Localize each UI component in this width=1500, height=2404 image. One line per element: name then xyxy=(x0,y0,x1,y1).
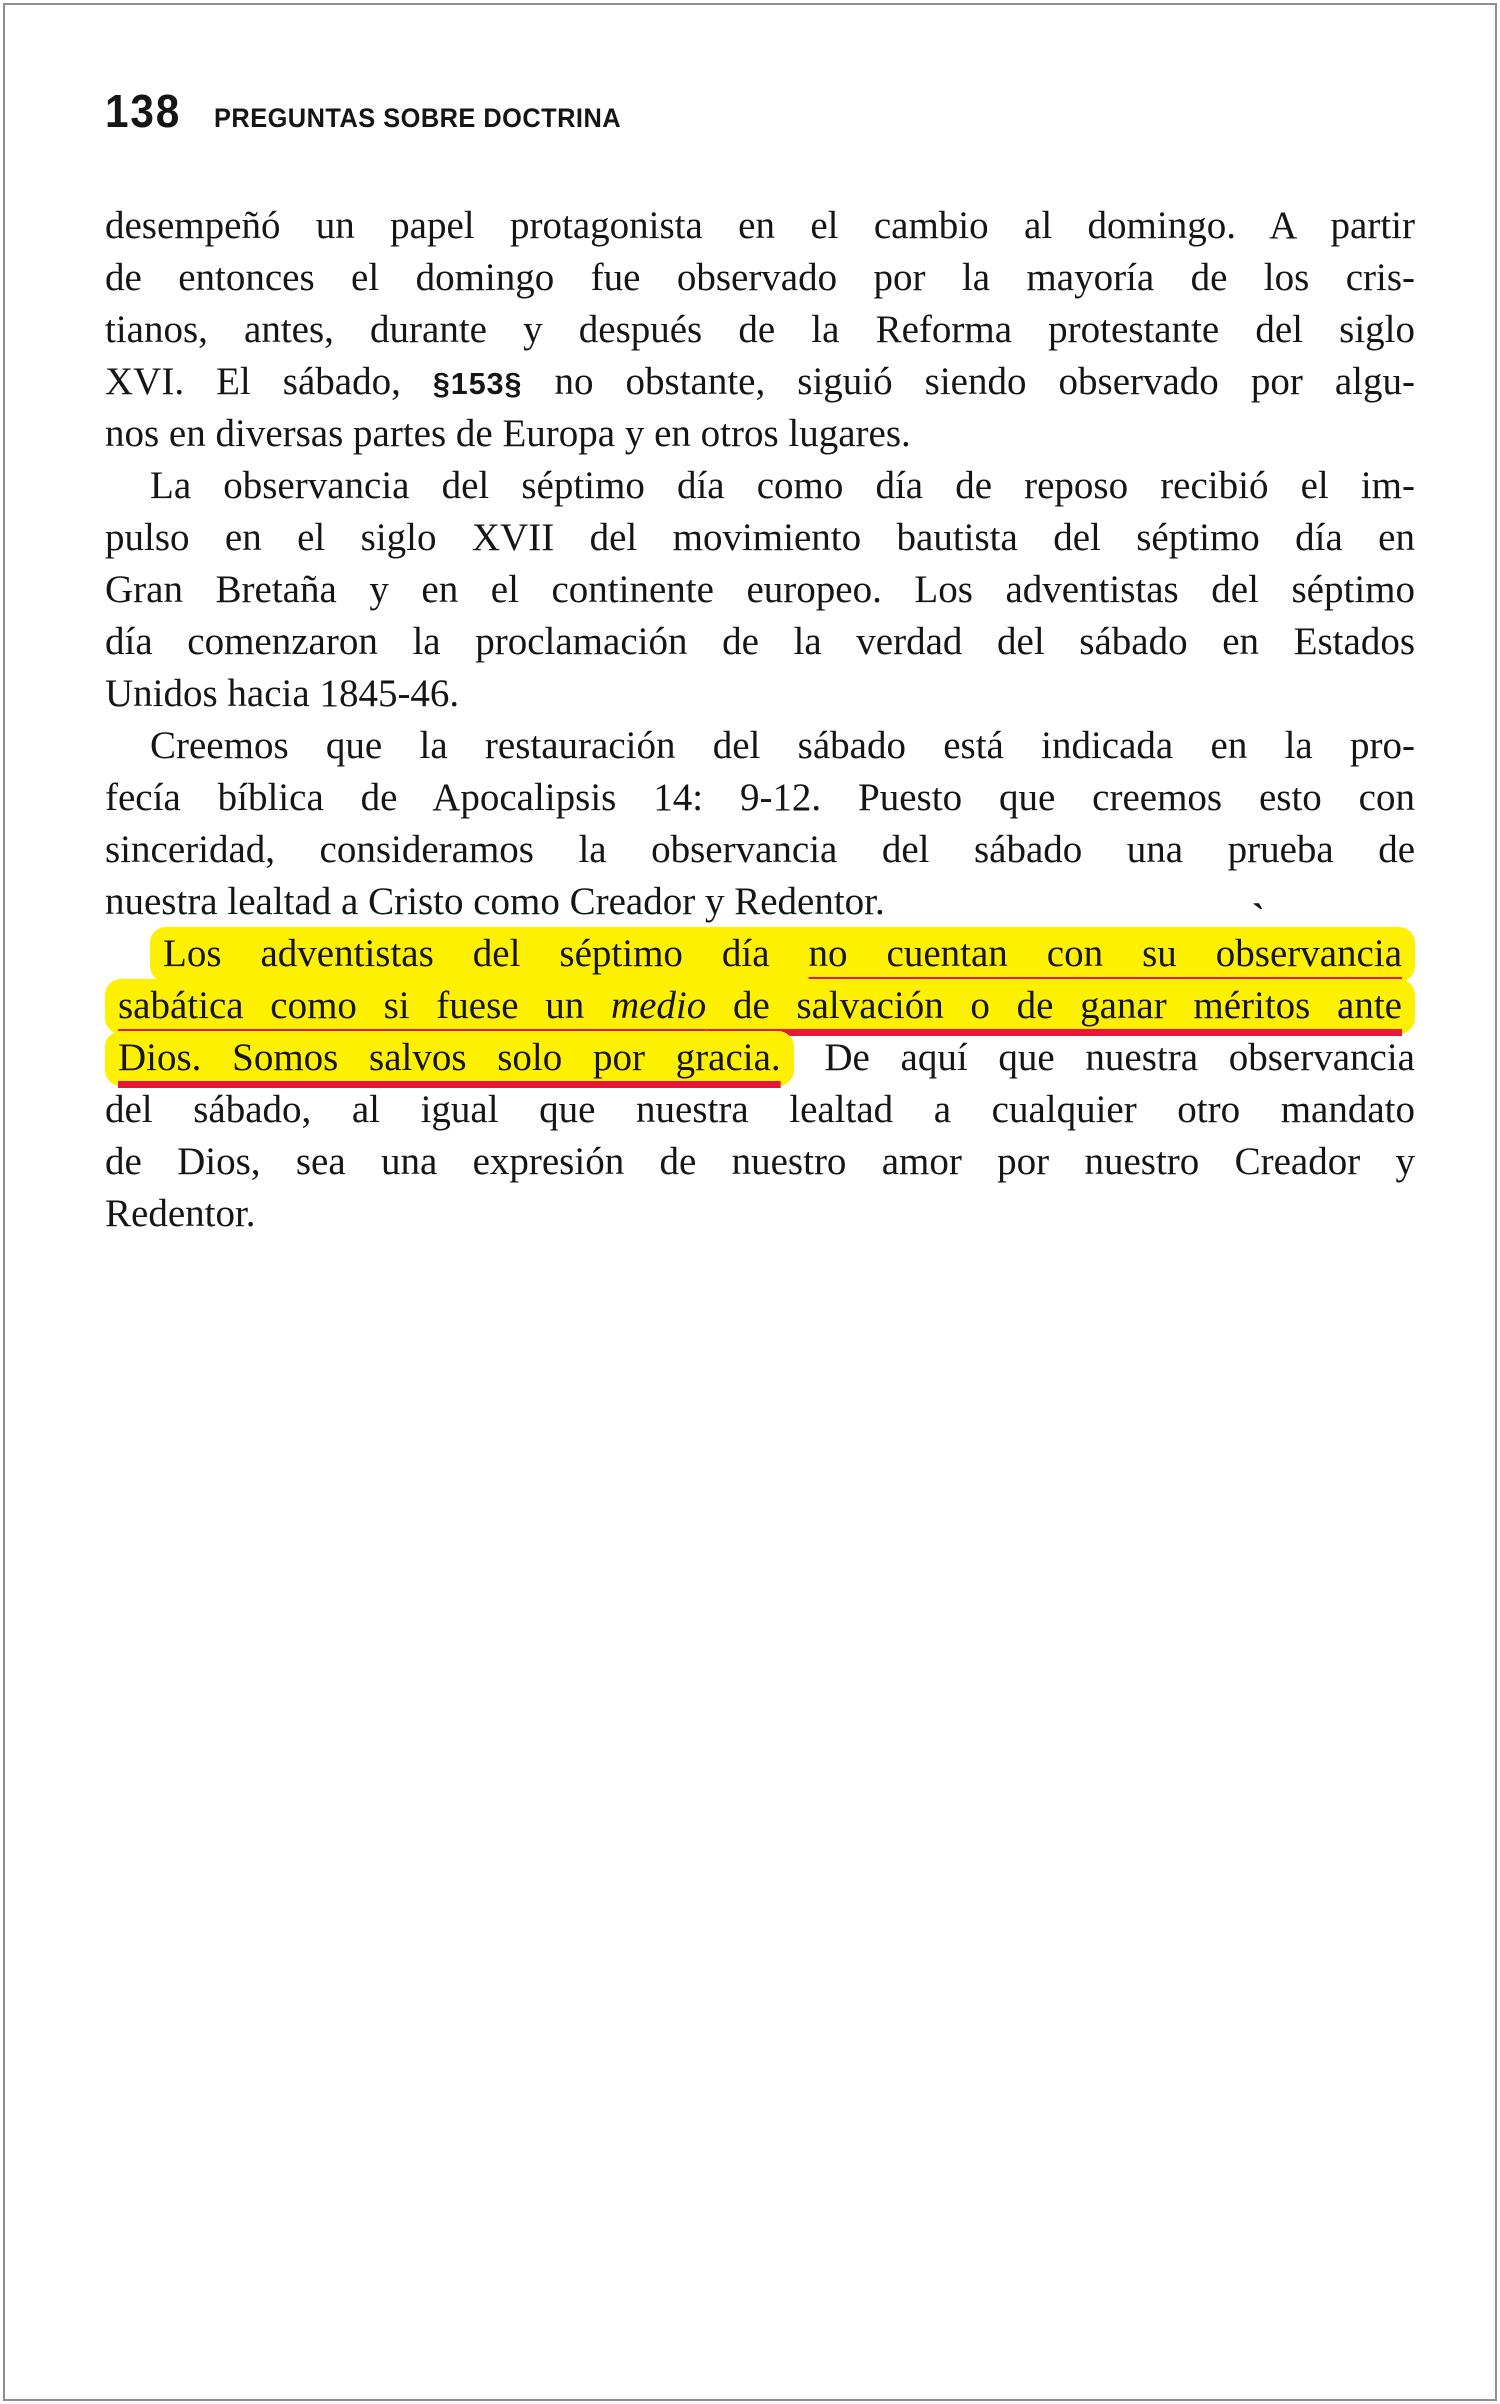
highlighted-text-segment: de salvación o de ganar méritos ante xyxy=(706,979,1415,1034)
text-segment: De aquí que nuestra observancia xyxy=(793,1036,1415,1079)
text-line xyxy=(105,1136,1415,1188)
text-line xyxy=(105,1032,1415,1084)
text-line xyxy=(105,980,1415,1032)
text-line xyxy=(105,512,1415,564)
text-segment: tianos, antes, durante y después de la Reforma protestante del siglo xyxy=(105,308,1415,351)
text-line xyxy=(105,616,1415,668)
text-line xyxy=(105,356,1415,408)
page-number: 138 xyxy=(105,85,182,137)
text-segment: Unidos hacia 1845-46. xyxy=(105,672,460,715)
text-segment: pulso en el siglo XVII del movimiento bautista del séptimo día en xyxy=(105,516,1415,559)
text-line xyxy=(105,928,1415,980)
text-line xyxy=(105,460,1415,512)
text-segment: no obstante, siguió siendo observado por algu- xyxy=(522,360,1415,403)
highlighted-text-segment: medio xyxy=(611,979,706,1034)
text-segment: de entonces el domingo fue observado por la mayoría de los cris- xyxy=(105,256,1415,299)
stray-pen-mark: ` xyxy=(1252,897,1265,939)
highlighted-text-segment: Los adventistas del séptimo día xyxy=(150,927,809,982)
text-line xyxy=(105,1084,1415,1136)
text-line xyxy=(105,824,1415,876)
highlighted-text-segment: sabática como si fuese un xyxy=(105,979,611,1034)
text-line xyxy=(105,200,1415,252)
text-segment: §153§ xyxy=(432,367,523,401)
text-segment: Gran Bretaña y en el continente europeo. Los adventistas del séptimo xyxy=(105,568,1415,611)
text-line xyxy=(105,772,1415,824)
body-text xyxy=(105,200,1415,1240)
text-segment: nos en diversas partes de Europa y en otros lugares. xyxy=(105,412,911,455)
text-segment: sinceridad, consideramos la observancia del sábado una prueba de xyxy=(105,828,1415,871)
text-segment: La observancia del séptimo día como día de reposo recibió el im- xyxy=(150,464,1415,507)
text-segment: día comenzaron la proclamación de la verdad del sábado en Estados xyxy=(105,620,1415,663)
text-segment: desempeñó un papel protagonista en el cambio al domingo. A partir xyxy=(105,204,1415,247)
text-line xyxy=(105,668,1415,720)
text-segment: fecía bíblica de Apocalipsis 14: 9-12. Puesto que creemos esto con xyxy=(105,776,1415,819)
text-line xyxy=(105,564,1415,616)
text-line xyxy=(105,876,1415,928)
text-line xyxy=(105,720,1415,772)
highlighted-text-segment: no cuentan con su observancia xyxy=(809,927,1415,982)
highlighted-text-segment: Dios. Somos salvos solo por gracia. xyxy=(105,1031,794,1086)
page-header xyxy=(105,84,647,138)
text-segment: XVI. El sábado, xyxy=(105,360,433,403)
running-head: PREGUNTAS SOBRE DOCTRINA xyxy=(213,103,621,133)
text-segment: Creemos que la restauración del sábado está indicada en la pro- xyxy=(150,724,1415,767)
text-segment: nuestra lealtad a Cristo como Creador y Redentor. xyxy=(105,880,885,923)
text-line xyxy=(105,1188,1415,1240)
text-segment: del sábado, al igual que nuestra lealtad a cualquier otro mandato xyxy=(105,1088,1415,1131)
text-segment: de Dios, sea una expresión de nuestro amor por nuestro Creador y xyxy=(105,1140,1415,1183)
text-line xyxy=(105,408,1415,460)
text-line xyxy=(105,304,1415,356)
text-line xyxy=(105,252,1415,304)
text-segment: Redentor. xyxy=(105,1192,256,1235)
